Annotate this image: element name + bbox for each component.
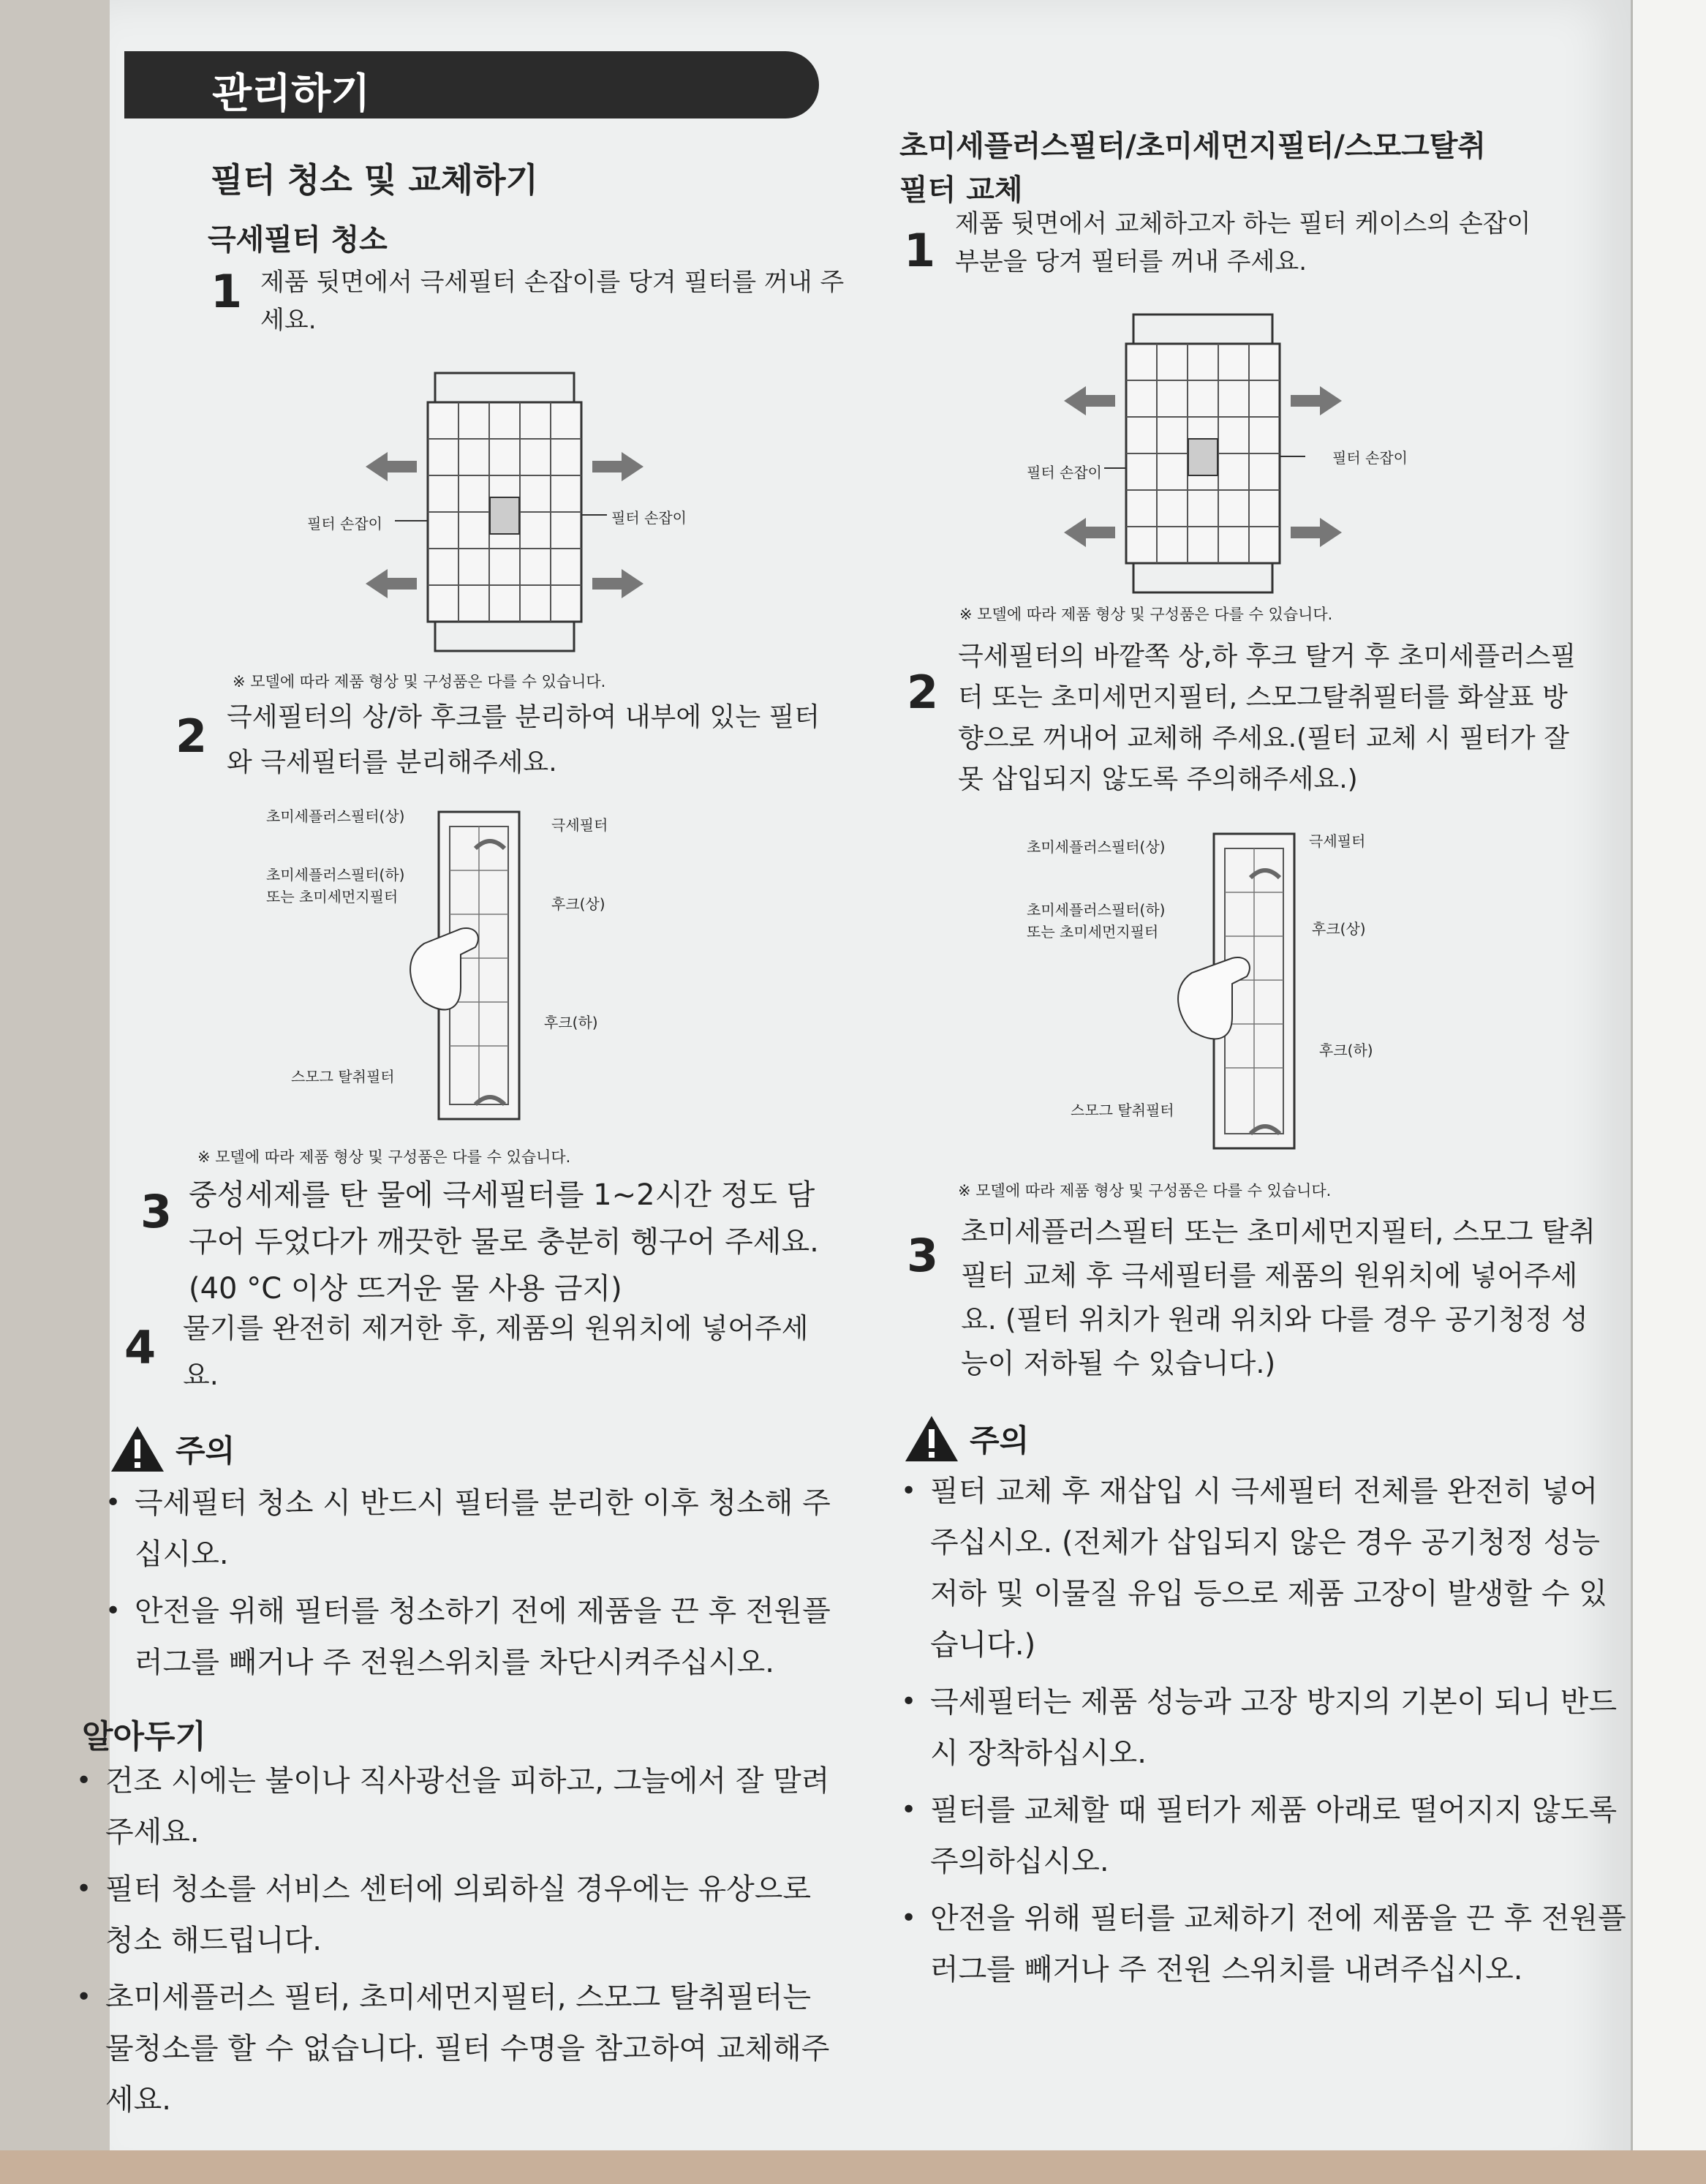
right-caution-item-3: • 필터를 교체할 때 필터가 제품 아래로 떨어지지 않도록 주의하십시오.: [898, 1785, 1629, 1887]
left-step2-number: 2: [175, 709, 208, 763]
left-heading: 필터 청소 및 교체하기: [211, 160, 538, 200]
left-fig2-label-right-3: 후크(하): [544, 1014, 598, 1031]
left-notice-title: 알아두기: [82, 1718, 207, 1755]
right-fig1-note: ※ 모델에 따라 제품 형상 및 구성품은 다를 수 있습니다.: [959, 606, 1333, 623]
right-fig2-note: ※ 모델에 따라 제품 형상 및 구성품은 다를 수 있습니다.: [958, 1182, 1332, 1200]
left-fig2-label-mid-left-2: 또는 초미세먼지필터: [266, 888, 399, 905]
right-step2-number: 2: [907, 666, 939, 719]
right-caution-title: 주의: [970, 1423, 1030, 1458]
right-fig1-label-right: 필터 손잡이: [1332, 449, 1408, 467]
left-notice-item-3: • 초미세플러스 필터, 초미세먼지필터, 스모그 탈취필터는 물청소를 할 수 없습니다. 필터 수명을 참고하여 교체해주세요.: [73, 1972, 841, 2125]
right-fig1-label-left: 필터 손잡이: [1027, 464, 1102, 481]
left-caution-item-1: • 극세필터 청소 시 반드시 필터를 분리한 이후 청소해 주십시오.: [102, 1477, 848, 1580]
right-caution-header: [904, 1415, 1029, 1463]
left-notice-item-2: • 필터 청소를 서비스 센터에 의뢰하실 경우에는 유상으로 청소 해드립니다.: [73, 1864, 841, 1966]
left-fig2-label-right-2: 후크(상): [551, 895, 605, 913]
left-caution-item-2: • 안전을 위해 필터를 청소하기 전에 제품을 끈 후 전원플러그를 빼거나 주 전원스위치를 차단시켜주십시오.: [102, 1586, 848, 1688]
warning-triangle-icon: [904, 1415, 959, 1463]
left-step1-text: 제품 뒷면에서 극세필터 손잡이를 당겨 필터를 꺼내 주세요.: [260, 268, 845, 335]
right-step2-text: 극세필터의 바깥쪽 상,하 후크 탈거 후 초미세플러스필터 또는 초미세먼지필터, 스모그탈취필터를 화살표 방향으로 꺼내어 교체해 주세요.(필터 교체 시 필터가 잘못 삽입되지 않도록 주의해주세요.): [958, 641, 1577, 794]
right-step1-number: 1: [904, 224, 936, 277]
right-step3-text: 초미세플러스필터 또는 초미세먼지필터, 스모그 탈취필터 교체 후 극세필터를 제품의 원위치에 넣어주세요. (필터 위치가 원래 위치와 다를 경우 공기청정 성능이 저하될 수 있습니다.): [961, 1216, 1596, 1379]
right-caution-list: [898, 1466, 1629, 2001]
left-caution-list: [102, 1477, 848, 1694]
left-notice-list: [73, 1755, 841, 2131]
right-fig2-label-bottom-left: 스모그 탈취필터: [1071, 1102, 1174, 1119]
left-fig1-note: ※ 모델에 따라 제품 형상 및 구성품은 다를 수 있습니다.: [233, 673, 606, 690]
left-fig2-label-right-1: 극세필터: [551, 816, 608, 834]
table-surface: [0, 2150, 1706, 2184]
section-title-bar: [124, 51, 819, 118]
right-fig2-label-mid-left-1: 초미세플러스필터(하): [1027, 901, 1166, 919]
right-heading-line2: 필터 교체: [899, 173, 1023, 207]
right-step3-number: 3: [907, 1229, 939, 1282]
warning-triangle-icon: [110, 1425, 165, 1473]
left-step3-number: 3: [140, 1185, 173, 1238]
left-fig2-label-top-left: 초미세플러스필터(상): [266, 807, 405, 825]
left-caution-header: [110, 1425, 235, 1473]
left-step4-text: 물기를 완전히 제거한 후, 제품의 원위치에 넣어주세요.: [183, 1312, 809, 1391]
right-fig2-label-mid-left-2: 또는 초미세먼지필터: [1027, 923, 1159, 941]
left-step1-number: 1: [211, 265, 243, 318]
left-filter-layers-figure: [395, 797, 570, 1134]
left-step2-text: 극세필터의 상/하 후크를 분리하여 내부에 있는 필터와 극세필터를 분리해주세요.: [227, 702, 820, 777]
left-fig2-label-mid-left-1: 초미세플러스필터(하): [266, 866, 405, 884]
right-fig2-label-top-left: 초미세플러스필터(상): [1027, 838, 1166, 856]
right-caution-item-2: • 극세필터는 제품 성능과 고장 방지의 기본이 되니 반드시 장착하십시오.: [898, 1676, 1629, 1779]
left-fig2-note: ※ 모델에 따라 제품 형상 및 구성품은 다를 수 있습니다.: [197, 1148, 571, 1166]
left-fig1-label-right: 필터 손잡이: [611, 509, 687, 527]
left-fig2-label-bottom-left: 스모그 탈취필터: [291, 1068, 395, 1085]
left-fig1-label-left: 필터 손잡이: [307, 515, 382, 532]
left-step4-number: 4: [124, 1321, 156, 1374]
right-step1-text: 제품 뒷면에서 교체하고자 하는 필터 케이스의 손잡이 부분을 당겨 필터를 꺼내 주세요.: [955, 209, 1531, 276]
right-filter-layers-figure: [1155, 819, 1331, 1163]
left-notice-item-1: • 건조 시에는 불이나 직사광선을 피하고, 그늘에서 잘 말려주세요.: [73, 1755, 841, 1858]
next-page-edge: [1631, 0, 1706, 2184]
left-caution-title: 주의: [175, 1433, 235, 1469]
right-fig2-label-right-2: 후크(상): [1312, 920, 1366, 938]
left-step3-text: 중성세제를 탄 물에 극세필터를 1~2시간 정도 담구어 두었다가 깨끗한 물로 충분히 헹구어 주세요. (40 °C 이상 뜨거운 물 사용 금지): [189, 1178, 819, 1306]
right-fig2-label-right-3: 후크(하): [1319, 1042, 1373, 1059]
right-fig2-label-right-1: 극세필터: [1309, 832, 1366, 850]
right-caution-item-1: • 필터 교체 후 재삽입 시 극세필터 전체를 완전히 넣어 주십시오. (전체가 삽입되지 않은 경우 공기청정 성능 저하 및 이물질 유입 등으로 제품 고장이 발생할 수 있습니다.): [898, 1466, 1629, 1671]
right-heading-line1: 초미세플러스필터/초미세먼지필터/스모그탈취: [899, 129, 1487, 163]
left-subheading: 극세필터 청소: [208, 223, 388, 257]
right-caution-item-4: • 안전을 위해 필터를 교체하기 전에 제품을 끈 후 전원플러그를 빼거나 주 전원 스위치를 내려주십시오.: [898, 1893, 1629, 1995]
section-title: 관리하기: [212, 70, 371, 118]
